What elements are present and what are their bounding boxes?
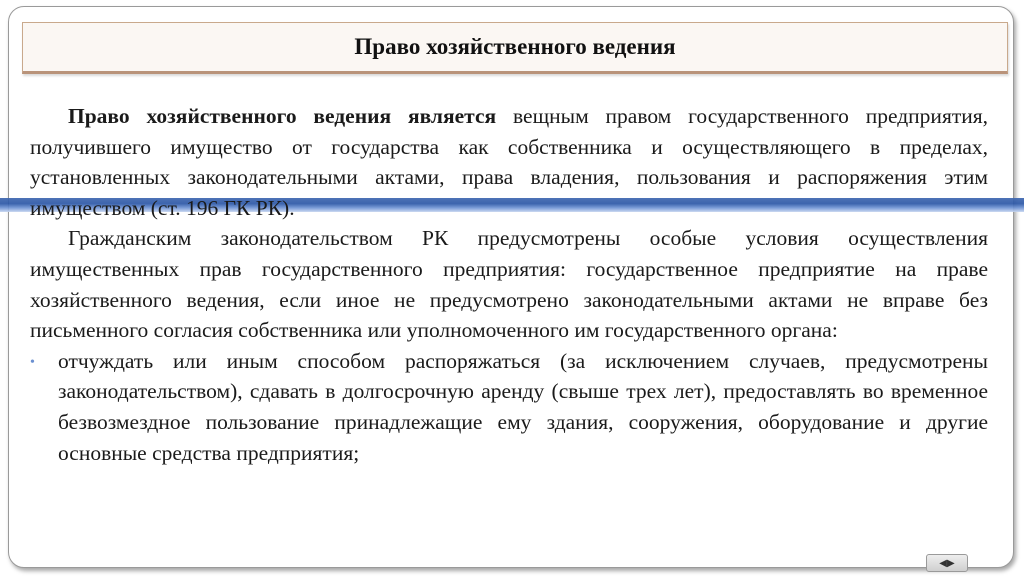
definition-lead: Право хозяйственного ведения является	[68, 104, 497, 128]
slide-nav-icon[interactable]: ◀▶	[926, 554, 968, 572]
paragraph-definition	[30, 101, 988, 223]
bullet-icon: •	[30, 354, 35, 370]
title-bar	[22, 22, 1008, 74]
slide-content	[30, 101, 988, 468]
list-item	[30, 346, 988, 468]
paragraph-conditions: Гражданским законодательством РК предусмотрены особые условия осуществления имущественных прав государственного предприятия: государственное предприятие на праве хозяйственного ведения, если иное не предусмотрено законодательными актами не вправе без письменного согласия собственника или уполномоченного им государственного органа:	[30, 226, 988, 343]
bullet-text: отчуждать или иным способом распоряжаться (за исключением случаев, предусмотрены законодательством), сдавать в долгосрочную аренду (свыше трех лет), предоставлять во временное безвозмездное пользование принадлежащие ему здания, сооружения, оборудование и другие основные средства предприятия;	[58, 348, 988, 465]
definition-rest: вещным правом государственного предприятия, получившего имущество от государства как собственника и осуществляющего в пределах, установленных законодательными актами, права владения, пользования и распоряжения этим имуществом (ст. 196 ГК РК).	[30, 104, 988, 220]
slide-title: Право хозяйственного ведения	[354, 34, 676, 59]
